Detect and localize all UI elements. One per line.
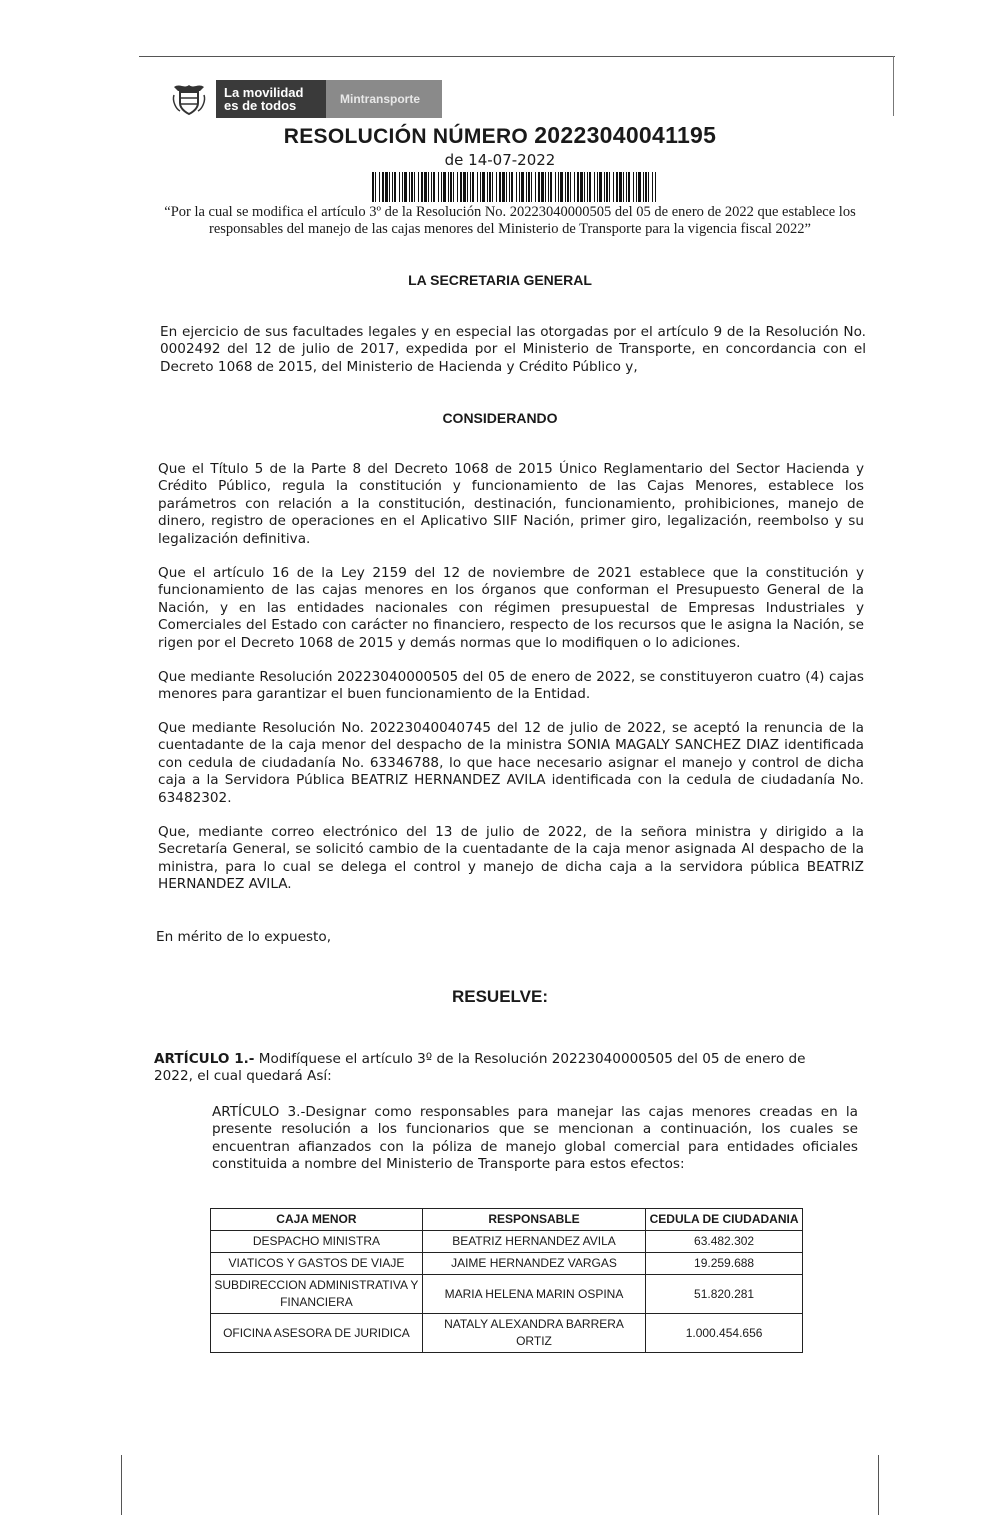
cell-caja: DESPACHO MINISTRA [211,1231,423,1253]
barcode-bar [509,172,510,202]
colombia-coat-of-arms-icon [170,81,208,117]
header-logo [170,80,442,118]
page-frame-right-bottom [878,1455,879,1515]
header-cedula: CEDULA DE CIUDADANIA [646,1209,803,1231]
considerando-heading: CONSIDERANDO [442,410,558,426]
barcode-bar [492,172,493,202]
barcode-bar [643,172,644,202]
issuer-heading: LA SECRETARIA GENERAL [408,272,592,288]
cell-cedula: 51.820.281 [646,1275,803,1314]
barcode-bar [463,172,466,202]
barcode-bar [411,172,413,202]
barcode-bar [645,172,647,202]
cell-responsable: NATALY ALEXANDRA BARRERA ORTIZ [422,1314,645,1353]
barcode-bar [574,172,575,202]
barcode-bar [480,172,481,202]
barcode-bar [375,172,376,202]
page-frame-top [139,56,895,57]
barcode-bar [372,172,374,202]
barcode-bar [487,172,488,202]
barcode-bar [470,172,471,202]
barcode-bar [567,172,569,202]
barcode-bar [599,172,602,202]
considerando-paragraph-3: Que mediante Resolución 20223040000505 del 05 de enero de 2022, se constituyeron cuatro (4) cajas menores para garantizar el buen funcionamiento de la Entidad. [158,669,864,703]
barcode-bar [418,172,419,202]
barcode-bar [589,172,591,202]
barcode-bar [570,172,571,202]
barcode-bar [433,172,435,202]
merit-line: En mérito de lo expuesto, [156,929,332,945]
barcode-bar [382,172,384,202]
barcode-bar [606,172,608,202]
barcode-bar [541,172,544,202]
barcode-bar [548,172,549,202]
resolution-date: de 14-07-2022 [444,151,556,169]
barcode-bar [545,172,546,202]
barcode-bar [511,172,513,202]
barcode-bar [613,172,614,202]
barcode-bar [482,172,485,202]
barcode-bar [555,172,556,202]
barcode-bar [531,172,532,202]
barcode-bar [633,172,634,202]
barcode-bar [584,172,585,202]
barcode-bar [619,172,622,202]
article-1-text: Modifíquese el artículo 3º de la Resolución 20223040000505 del 05 de enero de 2022, el cual quedará Así: [154,1051,806,1085]
barcode-bar [655,172,656,202]
barcode-bar [550,172,552,202]
barcode-bar [604,172,605,202]
barcode-bar [424,172,427,202]
barcode-bar [404,172,407,202]
header-caja-menor: CAJA MENOR [211,1209,423,1231]
barcode-bar [565,172,566,202]
barcode-bar [392,172,393,202]
barcode-bar [443,172,446,202]
resuelve-heading: RESUELVE: [451,987,549,1006]
barcode-bar [489,172,491,202]
barcode-bar [535,172,536,202]
considerando-paragraph-2: Que el artículo 16 de la Ley 2159 del 12 de noviembre de 2021 establece que la constitución y funcionamiento de las cajas menores en los órganos que conforman el Presupuesto General de la Nación, y en las entidades nacionales con régimen presupuestal de Empresas Industriales y Comerciales del Estado con carácter no financiero, respecto de los recursos que le asigna la Nación, se rigen por el Decreto 1068 de 2015 y demás normas que lo modifiquen o lo adiciones. [158,565,864,651]
barcode-bar [394,172,396,202]
cell-responsable: JAIME HERNANDEZ VARGAS [422,1253,645,1275]
barcode-bar [409,172,410,202]
barcode-bar [594,172,595,202]
cell-responsable: BEATRIZ HERNANDEZ AVILA [422,1231,645,1253]
barcode-bar [441,172,442,202]
considerando-paragraph-5: Que, mediante correo electrónico del 13 de julio de 2022, de la señora ministra y dirigido a la Secretaría General, se solicitó cambio de la cuentadante de la caja menor asignada Al despacho de la ministra, para lo cual se delega el control y manejo de dicha caja a la servidora pública BEATRIZ HERNANDEZ AVILA. [158,824,864,893]
page-frame-left-bottom [121,1455,122,1515]
barcode-bar [467,172,468,202]
barcode-bar [587,172,588,202]
cell-caja: VIATICOS Y GASTOS DE VIAJE [211,1253,423,1275]
barcode-bar [431,172,432,202]
barcode-bar [399,172,400,202]
barcode-bar [506,172,507,202]
barcode-bar [438,172,439,202]
barcode-bar [472,172,474,202]
resolution-title-prefix: RESOLUCIÓN NÚMERO [283,125,529,148]
barcode-bar [560,172,563,202]
barcode-bar [519,172,520,202]
cell-cedula: 1.000.454.656 [646,1314,803,1353]
barcode-bar [528,172,530,202]
barcode-bar [577,172,579,202]
considerando-paragraph-1: Que el Título 5 de la Parte 8 del Decreto 1068 de 2015 Único Reglamentario del Sector Hacienda y Crédito Público, regula la constitución y funcionamiento de las Cajas Menores, establece los parámetros con relación a la constitución, destinación, funcionamiento, prohibiciones, manejo de dinero, registro de operaciones en el Aplicativo SIIF Nación, primer giro, legalización, reembolso y su legalización definitiva. [158,461,864,547]
barcode-bar [516,172,517,202]
barcode-bar [453,172,454,202]
barcode-bar [477,172,478,202]
barcode-bar [609,172,610,202]
barcode-bar [636,172,637,202]
barcode-bar [457,172,458,202]
resolution-subject: “Por la cual se modifica el artículo 3º de la Resolución No. 20223040000505 del 05 de enero de 2022 que establece los responsables del manejo de las cajas menores del Ministerio de Transporte para la vigencia fiscal 2022” [164,204,856,237]
barcode-bar [428,172,429,202]
resolution-title [0,122,1000,149]
barcode-bar [414,172,415,202]
resolution-number: 20223040041195 [534,122,717,148]
table-header-row [211,1209,803,1231]
barcode-bar [402,172,403,202]
barcode-bar [385,172,388,202]
barcode-bar [421,172,423,202]
barcode-bar [652,172,653,202]
cell-responsable: MARIA HELENA MARIN OSPINA [422,1275,645,1314]
brand-line-2: es de todos [224,98,297,113]
brand-line-1: La movilidad [224,85,304,100]
barcode-bar [450,172,452,202]
brand-slogan [216,80,326,118]
barcode-bar [648,172,649,202]
barcode-bar [499,172,501,202]
cell-caja: SUBDIRECCION ADMINISTRATIVA Y FINANCIERA [211,1275,423,1314]
barcode-bar [638,172,641,202]
cell-cedula: 63.482.302 [646,1231,803,1253]
cajas-menores-table [210,1208,803,1353]
barcode-bar [597,172,598,202]
barcode-bar [558,172,559,202]
article-3: ARTÍCULO 3.-Designar como responsables para manejar las cajas menores creadas en la presente resolución a los funcionarios que se mencionan a continuación, los cuales se encuentran afianzados con la póliza de manejo global comercial para entidades oficiales constituida a nombre del Ministerio de Transporte para estos efectos: [212,1104,858,1173]
article-1-lead: ARTÍCULO 1.- [154,1051,255,1067]
barcode-bar [521,172,524,202]
barcode-bar [448,172,449,202]
page-frame-right-top [893,56,894,116]
barcode-bar [580,172,583,202]
barcode-bar [626,172,627,202]
intro-paragraph: En ejercicio de sus facultades legales y en especial las otorgadas por el artículo 9 de la Resolución No. 0002492 del 12 de julio de 2017, expedida por el Ministerio de Transporte, en concordancia con el Decreto 1068 de 2015, del Ministerio de Hacienda y Crédito Público y, [160,324,866,375]
barcode-bar [496,172,497,202]
table-row [211,1253,803,1275]
barcode-bar [389,172,390,202]
barcode-bar [628,172,630,202]
article-1 [154,1051,844,1086]
barcode-bar [526,172,527,202]
barcode-bar [502,172,505,202]
cell-cedula: 19.259.688 [646,1253,803,1275]
table-row [211,1231,803,1253]
barcode-bar [538,172,540,202]
table-row [211,1275,803,1314]
considerando-paragraph-4: Que mediante Resolución No. 20223040040745 del 12 de julio de 2022, se aceptó la renuncia de la cuentadante de la caja menor del despacho de la ministra SONIA MAGALY SANCHEZ DIAZ identificada con cedula de ciudadanía No. 63346788, lo que hace necesario asignar el manejo y control de dicha caja a la Servidora Pública BEATRIZ HERNANDEZ AVILA identificada con la cedula de ciudadanía No. 63482302. [158,720,864,806]
barcode-bar [616,172,618,202]
barcode-bar [460,172,462,202]
barcode-image [372,172,656,202]
table-row [211,1314,803,1353]
barcode-bar [379,172,380,202]
header-responsable: RESPONSABLE [422,1209,645,1231]
barcode-bar [623,172,624,202]
cell-caja: OFICINA ASESORA DE JURIDICA [211,1314,423,1353]
ministry-name: Mintransporte [326,80,442,118]
